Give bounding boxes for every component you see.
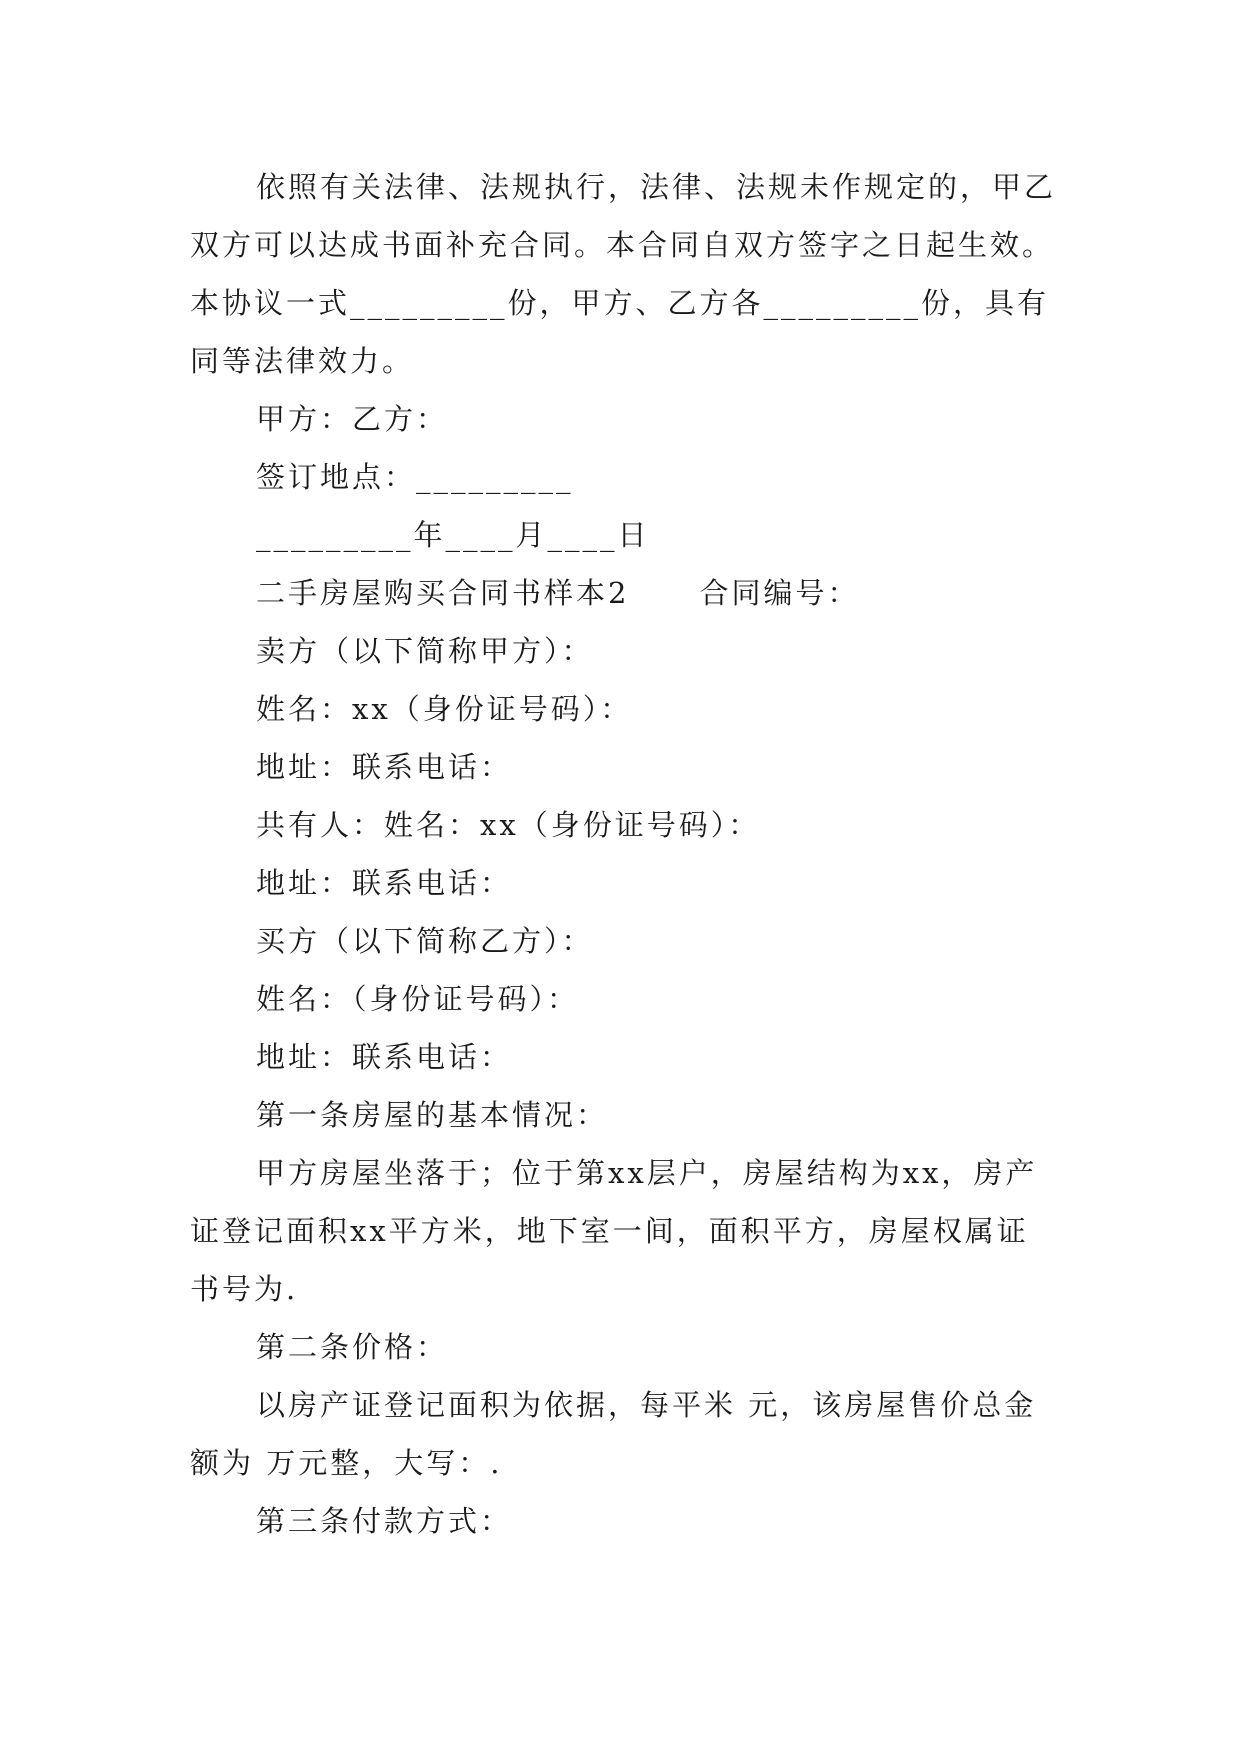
co-owner-name-line: 共有人：姓名：xx（身份证号码）： <box>256 808 761 842</box>
seller-heading: 卖方（以下简称甲方）： <box>256 634 594 668</box>
seller-name-line: 姓名：xx（身份证号码）： <box>256 692 633 726</box>
contract-title-line <box>190 564 1060 622</box>
article-1-heading: 第一条房屋的基本情况： <box>256 1098 609 1132</box>
buyer-heading: 买方（以下简称乙方）： <box>256 924 594 958</box>
paragraph-effectiveness-clause: 依照有关法律、法规执行，法律、法规未作规定的，甲乙双方可以达成书面补充合同。本合同自双方签字之日起生效。本协议一式_________份，甲方、乙方各_________份，具有同等法律效力。 <box>190 170 1057 378</box>
article-2-body: 以房产证登记面积为依据，每平米 元，该房屋售价总金额为 万元整，大写：. <box>190 1388 1037 1480</box>
signatures-line: 甲方：乙方： <box>256 402 449 436</box>
document-body <box>190 158 1060 1550</box>
signing-place-line: 签订地点：_________ <box>256 460 574 494</box>
seller-address-line: 地址：联系电话： <box>256 750 513 784</box>
co-owner-address-line: 地址：联系电话： <box>256 866 513 900</box>
contract-title: 二手房屋购买合同书样本2 <box>256 576 630 610</box>
signing-date-line: _________年____月____日 <box>256 518 650 552</box>
article-1-body: 甲方房屋坐落于；位于第xx层户，房屋结构为xx，房产证登记面积xx平方米，地下室一间，面积平方，房屋权属证书号为. <box>190 1156 1038 1306</box>
article-2-heading: 第二条价格： <box>256 1330 449 1364</box>
buyer-name-line: 姓名：（身份证号码）： <box>256 982 580 1016</box>
contract-number-label: 合同编号： <box>699 576 860 610</box>
article-3-heading: 第三条付款方式： <box>256 1504 513 1538</box>
buyer-address-line: 地址：联系电话： <box>256 1040 513 1074</box>
